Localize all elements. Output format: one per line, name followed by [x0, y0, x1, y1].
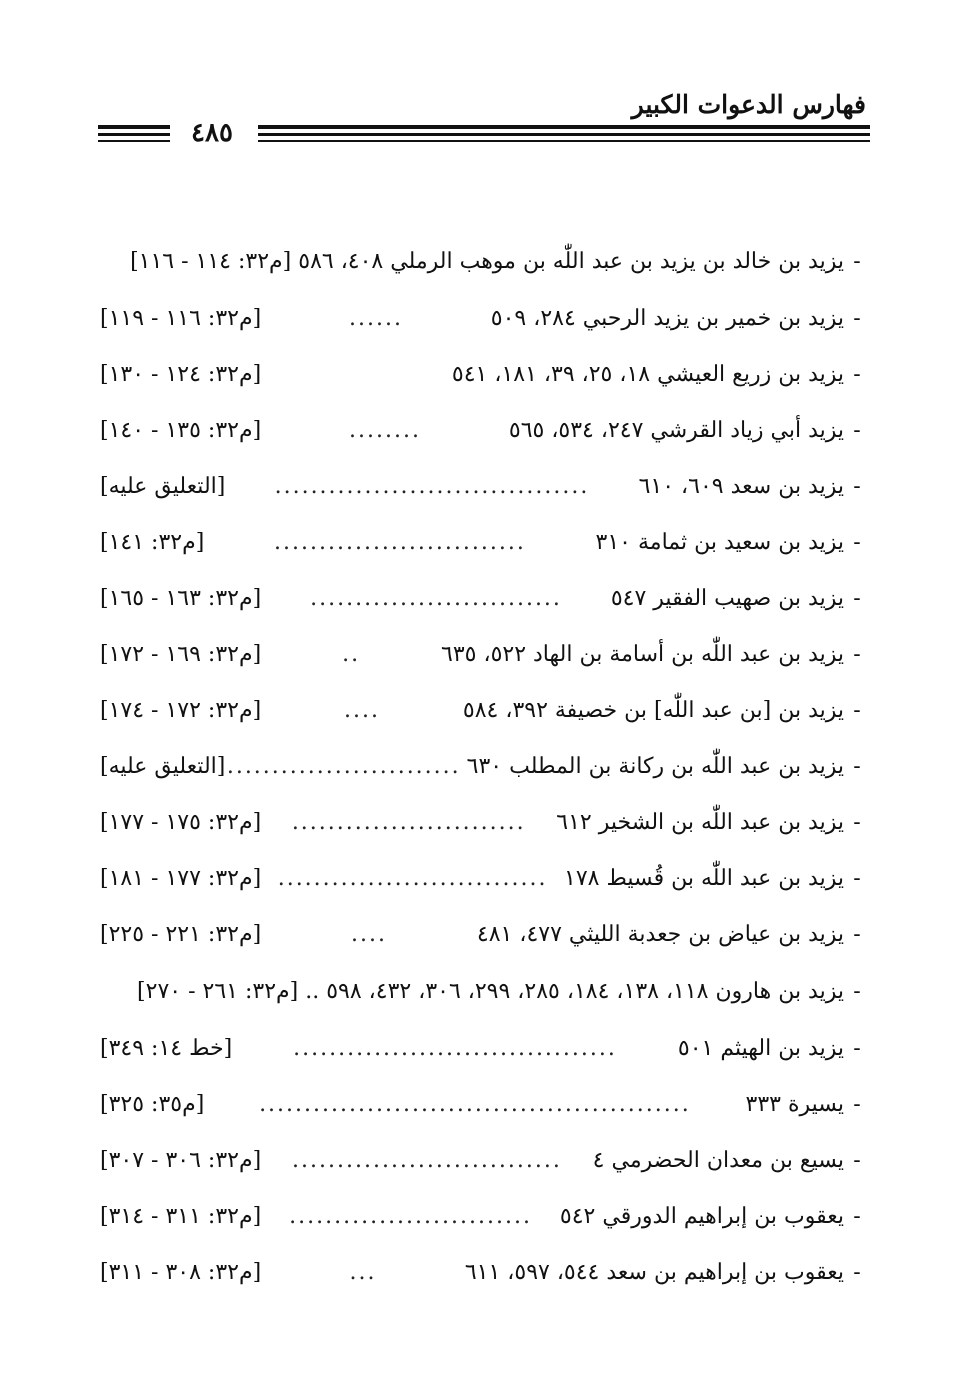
entry-reference: [م٣٢: ١١٦ - ١١٩] — [100, 306, 262, 331]
entry-text: يعقوب بن إبراهيم بن سعد ٥٤٤، ٥٩٧، ٦١١ — [464, 1260, 844, 1285]
entry-reference: [م٣٢: ٢٦١ - ٢٧٠] — [137, 979, 299, 1004]
entry-text: يزيد بن عياض بن جعدبة الليثي ٤٧٧، ٤٨١ — [476, 922, 844, 947]
entry-dash: - — [853, 306, 861, 331]
entry-dash: - — [853, 810, 861, 835]
entry-dash: - — [853, 1204, 861, 1229]
entry-text: يزيد أبي زياد القرشي ٢٤٧، ٥٣٤، ٥٦٥ — [508, 418, 844, 443]
entry-reference: [م٣٢: ٣٠٦ - ٣٠٧] — [100, 1148, 262, 1173]
dot-leader: ................................................ — [259, 1092, 691, 1117]
entry-reference: [التعليق عليه] — [100, 474, 226, 499]
entry-reference: [خط ١٤: ٣٤٩] — [100, 1036, 233, 1061]
entry-text: يزيد بن الهيثم ٥٠١ — [677, 1036, 844, 1061]
dot-leader: .......................... — [226, 754, 461, 779]
entry-dash: - — [853, 418, 861, 443]
entry-reference: [م٣٢: ٣٠٨ - ٣١١] — [100, 1260, 262, 1285]
index-entry — [100, 805, 870, 841]
index-entry — [100, 693, 870, 729]
book-title: فهارس الدعوات الكبير — [631, 90, 866, 119]
entry-dash: - — [853, 922, 861, 947]
dot-leader: .. — [342, 642, 361, 667]
entry-dash: - — [853, 698, 861, 723]
entry-dash: - — [853, 642, 861, 667]
dot-leader: .............................. — [277, 866, 548, 891]
entry-text: يزيد بن خالد بن يزيد بن عبد اللّٰه بن موهب الرملي ٤٠٨، ٥٨٦ — [298, 249, 844, 274]
entry-dash: - — [853, 1148, 861, 1173]
entry-text: يزيد بن [بن عبد اللّٰه] بن خصيفة ٣٩٢، ٥٨٤ — [462, 698, 844, 723]
index-entry — [100, 1031, 870, 1067]
dot-leader: ........................... — [289, 1204, 532, 1229]
header-rule — [258, 140, 870, 142]
page-number: ٤٨٥ — [191, 118, 233, 148]
entry-dash: - — [853, 1036, 861, 1061]
entry-reference: [م٣٢: ١٤١] — [100, 530, 205, 555]
entry-text: يزيد بن هارون ١١٨، ١٣٨، ١٨٤، ٢٨٥، ٢٩٩، ٣٠٦، ٤٣٢، ٥٩٨ .. — [305, 979, 844, 1004]
index-entry — [100, 525, 870, 561]
index-entry — [100, 357, 870, 393]
dot-leader: ............................ — [274, 530, 526, 555]
index-entry — [100, 1255, 870, 1291]
entry-reference: [م٣٢: ١٧٧ - ١٨١] — [100, 866, 262, 891]
entry-reference: [م٣٢: ١٧٢ - ١٧٤] — [100, 698, 262, 723]
entry-reference: [م٣٢: ١٦٣ - ١٦٥] — [100, 586, 262, 611]
dot-leader: ... — [349, 1260, 377, 1285]
entry-reference: [م٣٢: ١٢٤ - ١٣٠] — [100, 362, 262, 387]
entry-dash: - — [853, 866, 861, 891]
entry-dash: - — [853, 754, 861, 779]
entry-dash: - — [853, 249, 861, 274]
index-entry — [100, 973, 870, 1011]
entry-text: يعقوب بن إبراهيم الدورقي ٥٤٢ — [559, 1204, 844, 1229]
entry-text: يزيد بن سعد ٦٠٩، ٦١٠ — [638, 474, 844, 499]
dot-leader: .............................. — [292, 1148, 562, 1173]
entry-dash: - — [853, 530, 861, 555]
dot-leader: ...... — [349, 306, 403, 331]
dot-leader: .... — [351, 922, 388, 947]
header-rule — [98, 140, 170, 142]
index-entry — [100, 581, 870, 617]
entry-text: يزيد بن عبد اللّٰه بن أسامة بن الهاد ٥٢٢، ٦٣٥ — [441, 642, 844, 667]
dot-leader: ............................ — [310, 586, 562, 611]
index-entry — [100, 469, 870, 505]
entry-text: يزيد بن خمير بن يزيد الرحبي ٢٨٤، ٥٠٩ — [490, 306, 844, 331]
entry-reference: [م٣٢: ١٦٩ - ١٧٢] — [100, 642, 262, 667]
entry-reference: [التعليق عليه] — [100, 754, 226, 779]
index-entry — [100, 413, 870, 449]
header-rule — [98, 125, 170, 129]
dot-leader: ........ — [349, 418, 421, 443]
entry-text: يسيرة ٣٣٣ — [745, 1092, 844, 1117]
entry-reference: [م٣٢: ٣١١ - ٣١٤] — [100, 1204, 262, 1229]
entry-text: يزيد بن عبد اللّٰه بن الشخير ٦١٢ — [556, 810, 844, 835]
entry-text: يزيد بن سعيد بن ثمامة ٣١٠ — [595, 530, 844, 555]
entry-reference: [م٣٢: ١٣٥ - ١٤٠] — [100, 418, 262, 443]
dot-leader: .... — [344, 698, 381, 723]
index-entry — [100, 243, 870, 281]
entry-text: يزيد بن زريع العيشي ١٨، ٢٥، ٣٩، ١٨١، ٥٤١ — [451, 362, 844, 387]
entry-dash: - — [853, 474, 861, 499]
entry-dash: - — [853, 362, 861, 387]
entry-text: يزيد بن صهيب الفقير ٥٤٧ — [610, 586, 844, 611]
entry-dash: - — [853, 1092, 861, 1117]
entry-text: يزيد بن عبد اللّٰه بن ركانة بن المطلب ٦٣٠ — [466, 754, 844, 779]
entry-reference: [م٣٢: ٢٢١ - ٢٢٥] — [100, 922, 262, 947]
index-entry — [100, 1087, 870, 1123]
index-list — [100, 243, 870, 1311]
entry-reference: [م٣٥: ٣٢٥] — [100, 1092, 205, 1117]
dot-leader: ................................... — [274, 474, 590, 499]
dot-leader: .......................... — [291, 810, 526, 835]
index-entry — [100, 917, 870, 953]
index-entry — [100, 749, 870, 785]
index-entry — [100, 861, 870, 897]
index-entry — [100, 301, 870, 337]
index-entry — [100, 1199, 870, 1235]
index-entry — [100, 637, 870, 673]
entry-text: يزيد بن عبد اللّٰه بن قُسيط ١٧٨ — [564, 866, 844, 891]
entry-reference: [م٣٢: ١٧٥ - ١٧٧] — [100, 810, 262, 835]
header-rule — [258, 125, 870, 129]
index-entry — [100, 1143, 870, 1179]
header-rule — [98, 133, 170, 136]
header-rule — [258, 133, 870, 136]
entry-reference: [م٣٢: ١١٤ - ١١٦] — [130, 249, 292, 274]
entry-text: يسيع بن معدان الحضرمي ٤ — [592, 1148, 844, 1173]
entry-dash: - — [853, 1260, 861, 1285]
dot-leader: .................................... — [293, 1036, 617, 1061]
entry-dash: - — [853, 979, 861, 1004]
entry-dash: - — [853, 586, 861, 611]
